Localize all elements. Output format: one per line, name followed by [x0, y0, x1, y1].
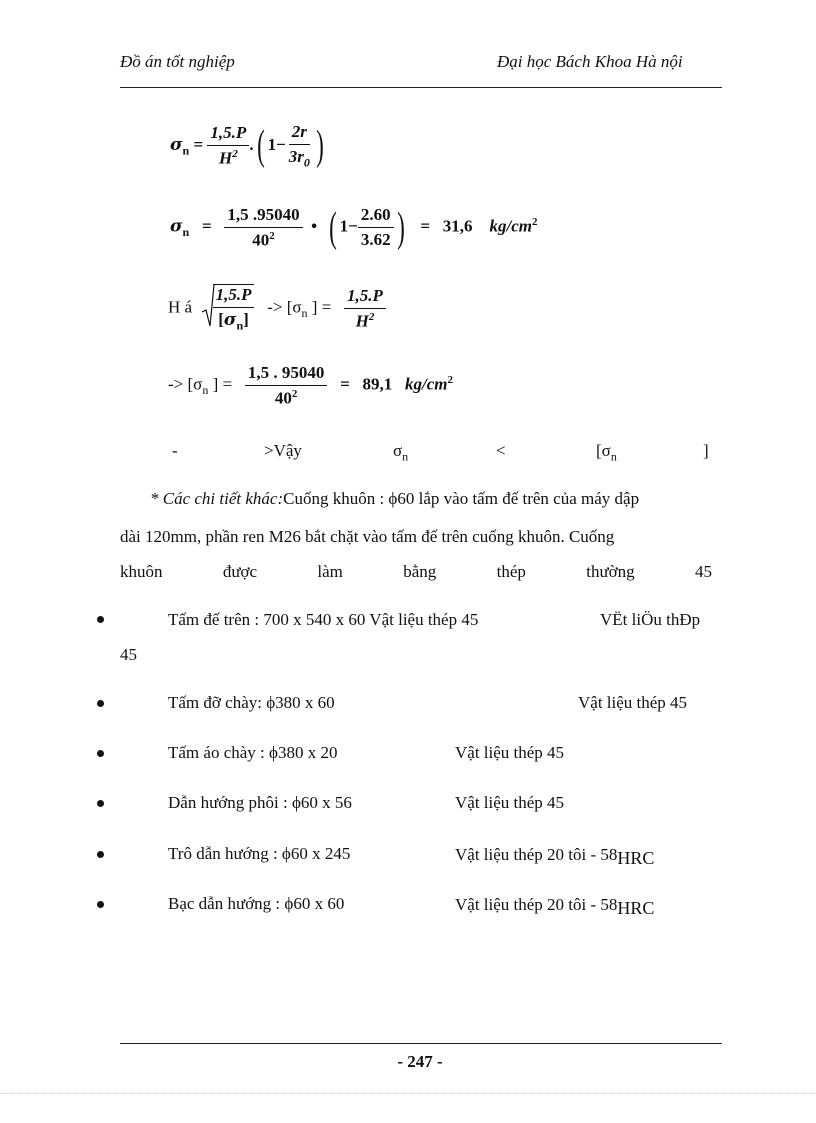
- paragraph-word: thép: [496, 562, 526, 581]
- formula-sigma-n: $\sigma_n$ = $\frac{1,5.P}{H^2}$ .( 1− $\frac{2r}{3r_0}$ ): [170, 122, 324, 170]
- item-guide-pillar-material: Vật liệu thép 20 tôi - 58HRC: [455, 845, 655, 868]
- header-rule: [120, 87, 722, 88]
- conclusion-word: >Vậy: [264, 441, 302, 460]
- conclusion-sigma: $\sigma_n$: [393, 441, 409, 464]
- formula-allowable-stress: -> [$\sigma_n$ ] = $\frac{1,5 . 95040}{40^2}$ = 89,1 $kg/cm^2$: [168, 363, 454, 408]
- formula-sigma-n-value: $\sigma_n$ = $\frac{1,5 .95040}{40^2}$ • ( 1− $\frac{2.60}{3.62}$ ) = 31,6 $kg/cm^2$: [170, 204, 538, 251]
- page-number: - 247 -: [397, 1052, 443, 1071]
- conclusion-lt: <: [496, 441, 506, 460]
- paragraph-word: thường: [586, 562, 635, 581]
- item-punch-cover: Tấm áo chày : ϕ380 x 20: [168, 743, 338, 762]
- item-blank-guide-material: Vật liệu thép 45: [455, 793, 565, 812]
- formula-height-check: H á $\frac{1,5.P}{[\sigma_n]}$ -> [$\sigma_n$ ] = $\frac{1,5.P}{H^2}$: [168, 284, 386, 333]
- item-punch-support-material: Vật liệu thép 45: [578, 693, 688, 712]
- paragraph-word: bằng: [403, 562, 437, 581]
- bullet-icon: [97, 700, 104, 707]
- paragraph-line-2: dài 120mm, phần ren M26 bắt chặt vào tấm đế trên cuống khuôn. Cuống: [120, 527, 615, 546]
- footer-rule: [120, 1043, 722, 1044]
- conclusion-close: ]: [703, 441, 709, 460]
- bullet-icon: [97, 800, 104, 807]
- page-edge: [0, 1093, 816, 1094]
- bullet-icon: [97, 851, 104, 858]
- item-top-plate-cont: 45: [120, 645, 137, 664]
- conclusion-dash: -: [172, 441, 178, 460]
- item-blank-guide: Dẫn hướng phôi : ϕ60 x 56: [168, 793, 352, 812]
- paragraph-line-3: [120, 562, 712, 582]
- item-top-plate: Tấm đế trên : 700 x 540 x 60 Vật liệu thép 45: [168, 610, 479, 629]
- sqrt-expression: $\frac{1,5.P}{[\sigma_n]}$: [201, 284, 255, 333]
- frac-ratio: $\frac{2r}{3r_0}$: [288, 122, 310, 170]
- sqrt-sign: [201, 284, 215, 328]
- item-punch-support: Tấm đỡ chày: ϕ380 x 60: [168, 693, 335, 712]
- bullet-icon: [97, 750, 104, 757]
- item-top-plate-material: VËt liÖu thÐp: [600, 610, 701, 629]
- bullet-icon: [97, 901, 104, 908]
- item-guide-bushing: Bạc dẫn hướng : ϕ60 x 60: [168, 894, 345, 913]
- item-punch-cover-material: Vật liệu thép 45: [455, 743, 565, 762]
- conclusion-bracket: [$\sigma_n$: [596, 441, 617, 464]
- paragraph-line-1: * Các chi tiết khác:Cuống khuôn : ϕ60 lắp vào tấm đế trên của máy dập: [150, 489, 640, 508]
- bullet-icon: [97, 616, 104, 623]
- paragraph-word: 45: [694, 562, 712, 581]
- header-left: Đồ án tốt nghiệp: [120, 52, 235, 71]
- header-right: Đại học Bách Khoa Hà nội: [497, 52, 683, 71]
- paragraph-word: được: [222, 562, 258, 581]
- frac-coef: $\frac{1,5.P}{H^2}$: [207, 123, 249, 169]
- paragraph-word: khuôn: [120, 562, 163, 581]
- item-guide-bushing-material: Vật liệu thép 20 tôi - 58HRC: [455, 895, 655, 918]
- item-guide-pillar: Trô dẫn hướng : ϕ60 x 245: [168, 844, 351, 863]
- paragraph-word: làm: [317, 562, 343, 581]
